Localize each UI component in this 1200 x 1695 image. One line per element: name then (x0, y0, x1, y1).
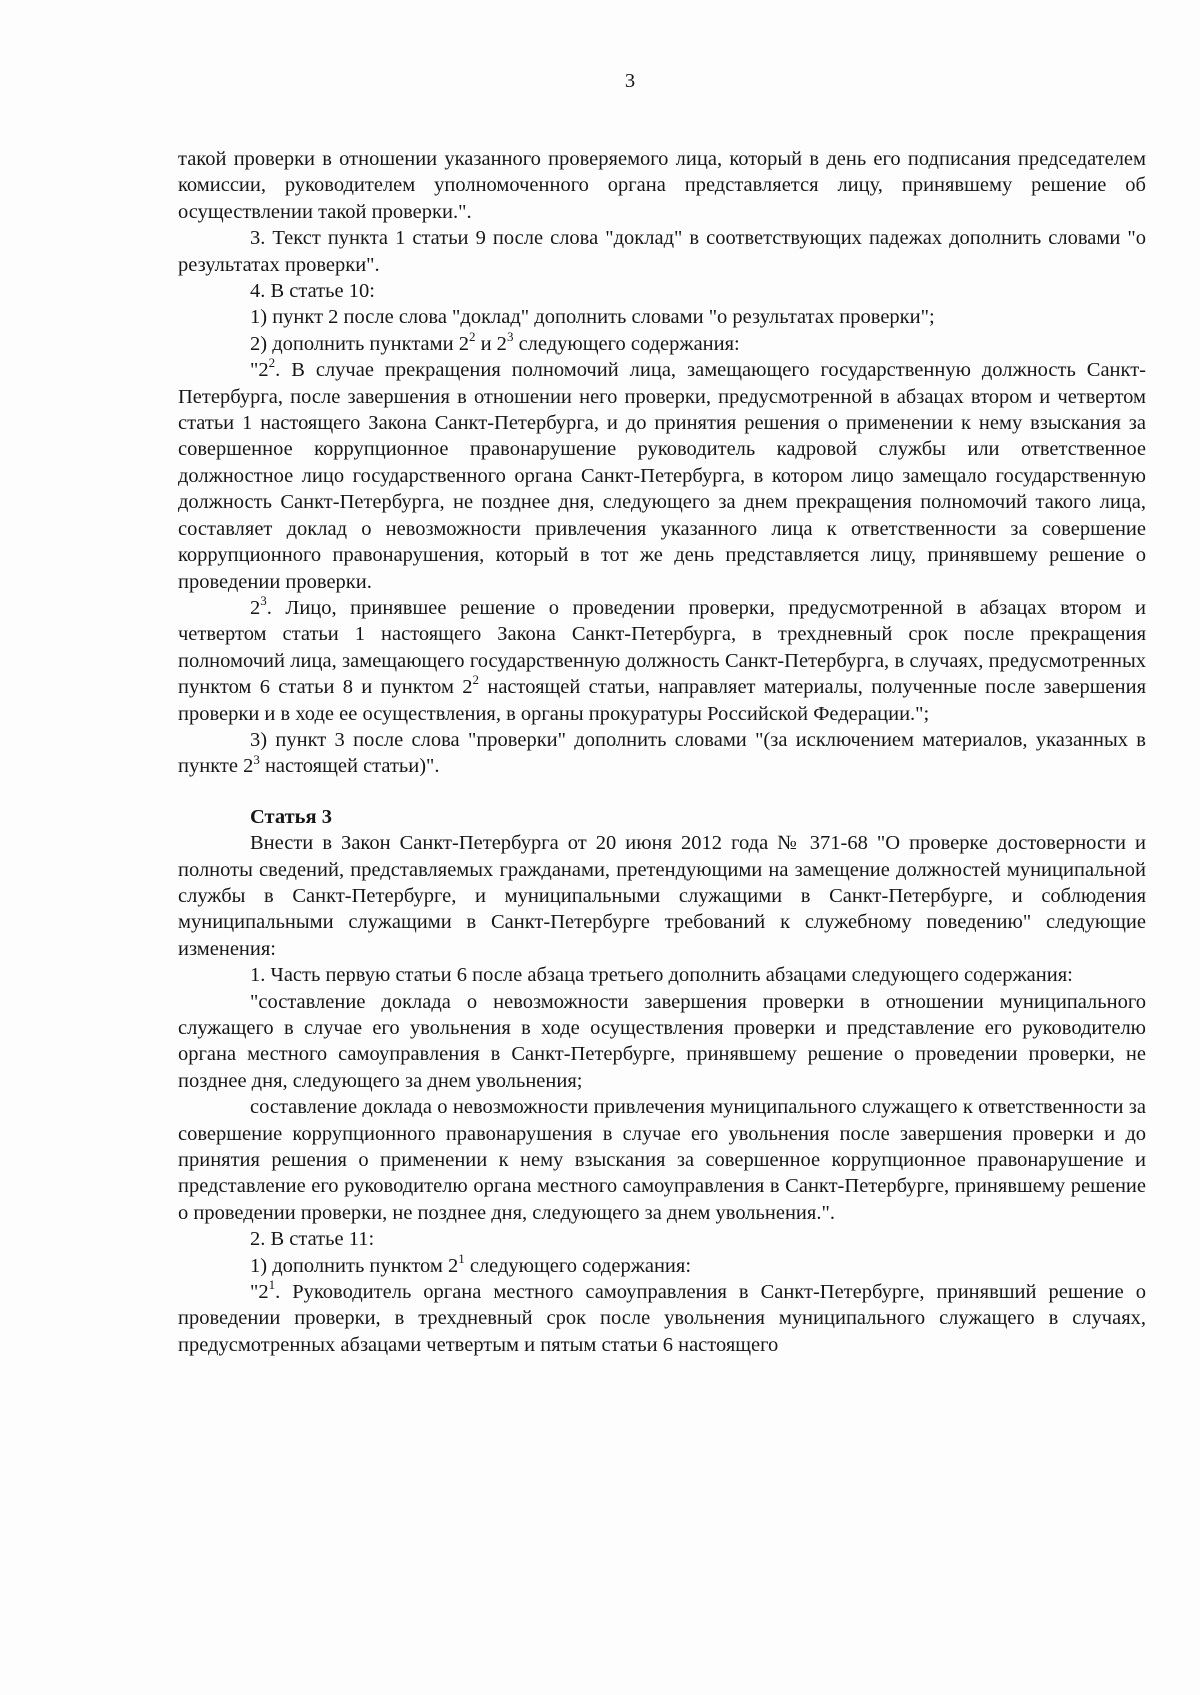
page-number: 3 (624, 70, 636, 92)
text-run: . В случае прекращения полномочий лица, замещающего государственную должность Санкт-Петербурга, после завершения в отношении него проверки, предусмотренной в абзацах втором и четвертом статьи 1 настоящего Закона Санкт-Петербурга, и до принятия решения о применении к нему взыскания за совершенное коррупционное правонарушение руководитель кадровой службы или ответственное должностное лицо государственного органа Санкт-Петербурга, в котором лицо замещало государственную должность Санкт-Петербурга, не позднее дня, следующего за днем прекращения полномочий такого лица, составляет доклад о невозможности привлечения указанного лица к ответственности за совершение коррупционного правонарушения, который в тот же день представляется лицу, принявшему решение о проведении проверки. (178, 359, 1146, 593)
text-run: 2 (250, 596, 261, 619)
text-run: составление доклада о невозможности привлечения муниципального служащего к ответственности за совершение коррупционного правонарушения в случае его увольнения после завершения проверки и до принятия решения о применении к нему взыскания за совершенное коррупционное правонарушение и представление его руководителю органа местного самоуправления в Санкт-Петербурге, принявшему решение о проведении проверки, не позднее дня, следующего за днем увольнения.". (178, 1096, 1146, 1224)
text-run: 2. В статье 11: (250, 1228, 375, 1251)
text-run: следующего содержания: (513, 332, 740, 355)
paragraph-gap (178, 780, 1146, 804)
text-run: и 2 (475, 332, 507, 355)
paragraph (178, 595, 1146, 727)
paragraph (178, 1279, 1146, 1358)
text-run: "2 (250, 1281, 269, 1304)
text-run: следующего содержания: (464, 1254, 692, 1277)
text-run: 3) пункт 3 после слова "проверки" дополнить словами "(за исключением материалов, указанных в пункте 2 (178, 728, 1146, 778)
paragraph (178, 225, 1146, 278)
paragraph (178, 1226, 1146, 1252)
text-run: . Лицо, принявшее решение о проведении проверки, предусмотренной в абзацах втором и четвертом статьи 1 настоящего Закона Санкт-Петербурга, в трехдневный срок после прекращения полномочий лица, замещающего государственную должность Санкт-Петербурга, в случаях, предусмотренных пунктом 6 статьи 8 и пунктом 2 (178, 596, 1146, 699)
paragraph (178, 1094, 1146, 1226)
paragraph (178, 989, 1146, 1095)
paragraph (178, 830, 1146, 962)
text-run: "составление доклада о невозможности завершения проверки в отношении муниципального служащего в случае его увольнения в ходе осуществления проверки и представление его руководителю органа местного самоуправления в Санкт-Петербурге, принявшему решение о проведении проверки, не позднее дня, следующего за днем увольнения; (178, 990, 1146, 1092)
paragraph (178, 727, 1146, 780)
superscript: 3 (260, 593, 267, 609)
text-run: настоящей статьи, направляет материалы, полученные после завершения проверки и в ходе ее осуществления, в органы прокуратуры Российской Федерации."; (178, 676, 1146, 725)
paragraph (178, 331, 1146, 357)
superscript: 1 (458, 1250, 465, 1266)
paragraph (178, 278, 1146, 304)
paragraph (178, 1250, 1146, 1279)
text-run: 1) пункт 2 после слова "доклад" дополнить словами "о результатах проверки"; (250, 306, 935, 329)
superscript: 2 (268, 355, 276, 371)
text-run: "2 (250, 359, 269, 382)
text-run: Внести в Закон Санкт-Петербурга от 20 июня 2012 года № 371-68 "О проверке достоверности и полноты сведений, представляемых гражданами, претендующими на замещение должностей муниципальной службы в Санкт-Петербурге, и муниципальными служащими в Санкт-Петербурге, и соблюдения муниципальными служащими в Санкт-Петербурге требований к служебному поведению" следующие изменения: (178, 832, 1146, 960)
text-run: Статья 3 (250, 805, 332, 828)
superscript: 3 (253, 751, 260, 767)
superscript: 2 (472, 672, 480, 688)
paragraph (178, 304, 1146, 330)
text-run: 1) дополнить пунктом 2 (250, 1254, 459, 1277)
paragraph (178, 146, 1146, 225)
document-body (178, 146, 1146, 1358)
paragraph (178, 962, 1146, 988)
text-run: настоящей статьи)". (259, 755, 440, 778)
text-run: такой проверки в отношении указанного проверяемого лица, который в день его подписания председателем комиссии, руководителем уполномоченного органа представляется лицу, принявшему решение об осуществлении такой проверки.". (178, 148, 1146, 223)
article-heading (178, 804, 1146, 830)
superscript: 3 (506, 329, 514, 345)
text-run: 4. В статье 10: (250, 280, 375, 303)
superscript: 1 (268, 1277, 276, 1293)
text-run: 1. Часть первую статьи 6 после абзаца третьего дополнить абзацами следующего содержания: (250, 964, 1073, 987)
paragraph (178, 357, 1146, 595)
superscript: 2 (468, 329, 476, 345)
text-run: 3. Текст пункта 1 статьи 9 после слова "доклад" в соответствующих падежах дополнить словами "о результатах проверки". (178, 227, 1146, 276)
text-run: . Руководитель органа местного самоуправления в Санкт-Петербурге, принявший решение о проведении проверки, в трехдневный срок после увольнения муниципального служащего в случаях, предусмотренных абзацами четвертым и пятым статьи 6 настоящего (178, 1281, 1146, 1356)
text-run: 2) дополнить пунктами 2 (250, 332, 469, 355)
